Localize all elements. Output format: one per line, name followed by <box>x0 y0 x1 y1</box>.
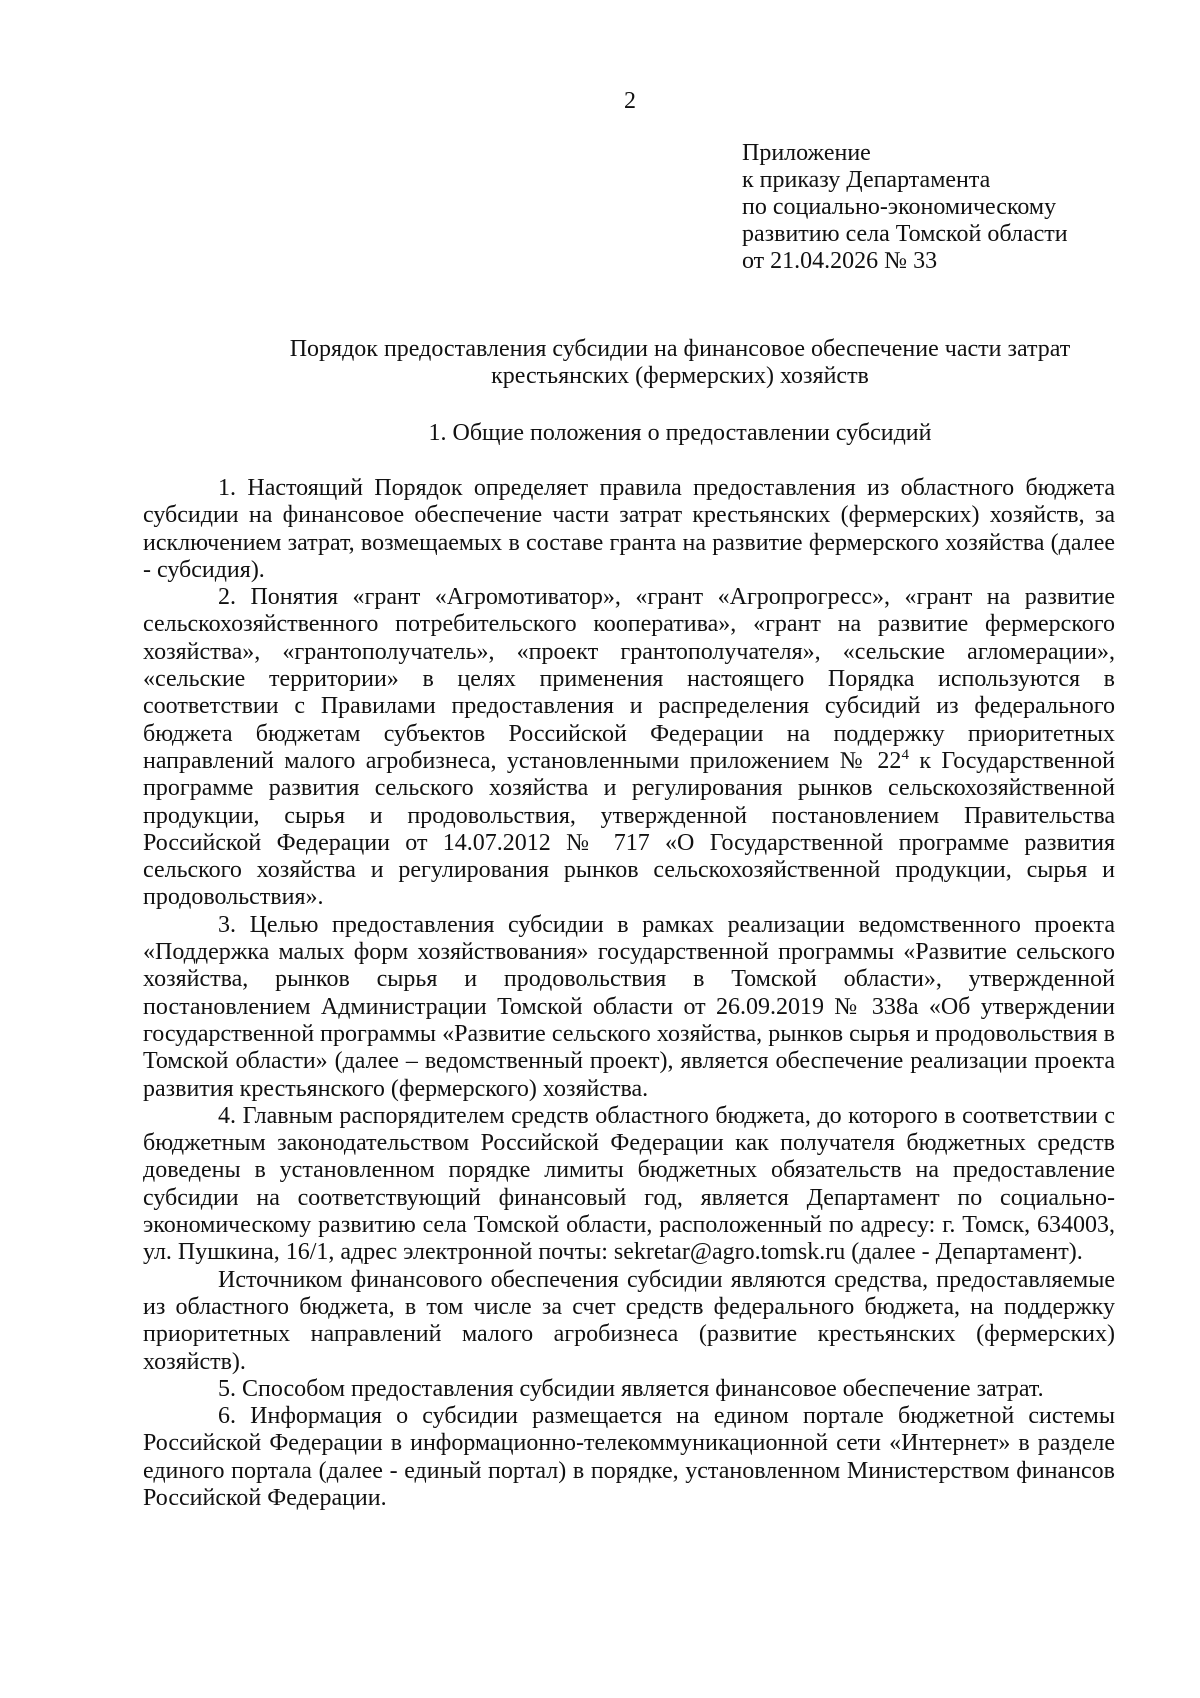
appendix-block <box>742 140 1068 275</box>
paragraph-3: 3. Целью предоставления субсидии в рамках реализации ведомственного проекта «Поддержка малых форм хозяйствования» государственной программы «Развитие сельского хозяйства, рынков сырья и продовольствия в Томской области», утвержденной постановлением Администрации Томской области от 26.09.2019 № 338а «Об утверждении государственной программы «Развитие сельского хозяйства, рынков сырья и продовольствия в Томской области» (далее – ведомственный проект), является обеспечение реализации проекта развития крестьянского (фермерского) хозяйства. <box>143 911 1115 1102</box>
page-number: 2 <box>624 88 636 114</box>
paragraph-5: 5. Способом предоставления субсидии является финансовое обеспечение затрат. <box>218 1375 1044 1402</box>
superscript-number: 4 <box>901 746 909 763</box>
paragraph-6: 6. Информация о субсидии размещается на едином портале бюджетной системы Российской Федерации в информационно-телекоммуникационной сети «Интернет» в разделе единого портала (далее - единый портал) в порядке, установленном Министерством финансов Российской Федерации. <box>143 1403 1115 1511</box>
document-title-line: Порядок предоставления субсидии на финансовое обеспечение части затрат <box>289 336 1071 362</box>
section-heading: 1. Общие положения о предоставлении субсидий <box>428 420 932 446</box>
appendix-line: к приказу Департамента <box>742 167 991 193</box>
paragraph-2 <box>143 584 1115 912</box>
paragraph-1: 1. Настоящий Порядок определяет правила предоставления из областного бюджета субсидии на финансовое обеспечение части затрат крестьянских (фермерских) хозяйств, за исключением затрат, возмещаемых в составе гранта на развитие фермерского хозяйства (далее - субсидия). <box>143 475 1115 583</box>
appendix-date-line: от 21.04.2026 № 33 <box>742 248 938 274</box>
paragraph-4-funding-source: Источником финансового обеспечения субсидии являются средства, предоставляемые из областного бюджета, в том числе за счет средств федерального бюджета, на поддержку приоритетных направлений малого агробизнеса (развитие крестьянских (фермерских) хозяйств). <box>143 1266 1115 1375</box>
paragraph-2-part-1: 2. Понятия «грант «Агромотиватор», «грант «Агропрогресс», «грант на развитие сельскохозяйственного потребительского кооператива», «грант на развитие фермерского хозяйства», «грантополучатель», «проект грантополучателя», «сельские агломерации», «сельские территории» в целях применения настоящего Порядка используются в соответствии с Правилами предоставления и распределения субсидий из федерального бюджета бюджетам субъектов Российской Федерации на поддержку приоритетных направлений малого агробизнеса, установленными приложением № 22 <box>143 584 1115 774</box>
appendix-line: по социально-экономическому <box>742 194 1057 220</box>
document-title-line: крестьянских (фермерских) хозяйств <box>491 363 869 389</box>
paragraph-2-part-2: к Государственной программе развития сельского хозяйства и регулирования рынков сельскохозяйственной продукции, сырья и продовольствия, утвержденной постановлением Правительства Российской Федерации от 14.07.2012 № 717 «О Государственной программе развития сельского хозяйства и регулирования рынков сельскохозяйственной продукции, сырья и продовольствия». <box>143 747 1115 911</box>
appendix-line: Приложение <box>742 140 871 166</box>
appendix-line: развитию села Томской области <box>742 221 1068 247</box>
paragraph-4: 4. Главным распорядителем средств областного бюджета, до которого в соответствии с бюджетным законодательством Российской Федерации как получателя бюджетных средств доведены в установленном порядке лимиты бюджетных обязательств на предоставление субсидии на соответствующий финансовый год, является Департамент по социально-экономическому развитию села Томской области, расположенный по адресу: г. Томск, 634003, ул. Пушкина, 16/1, адрес электронной почты: sekretar@agro.tomsk.ru (далее - Департамент). <box>143 1102 1115 1266</box>
document-title <box>200 336 1160 390</box>
body-text <box>143 475 1115 1512</box>
